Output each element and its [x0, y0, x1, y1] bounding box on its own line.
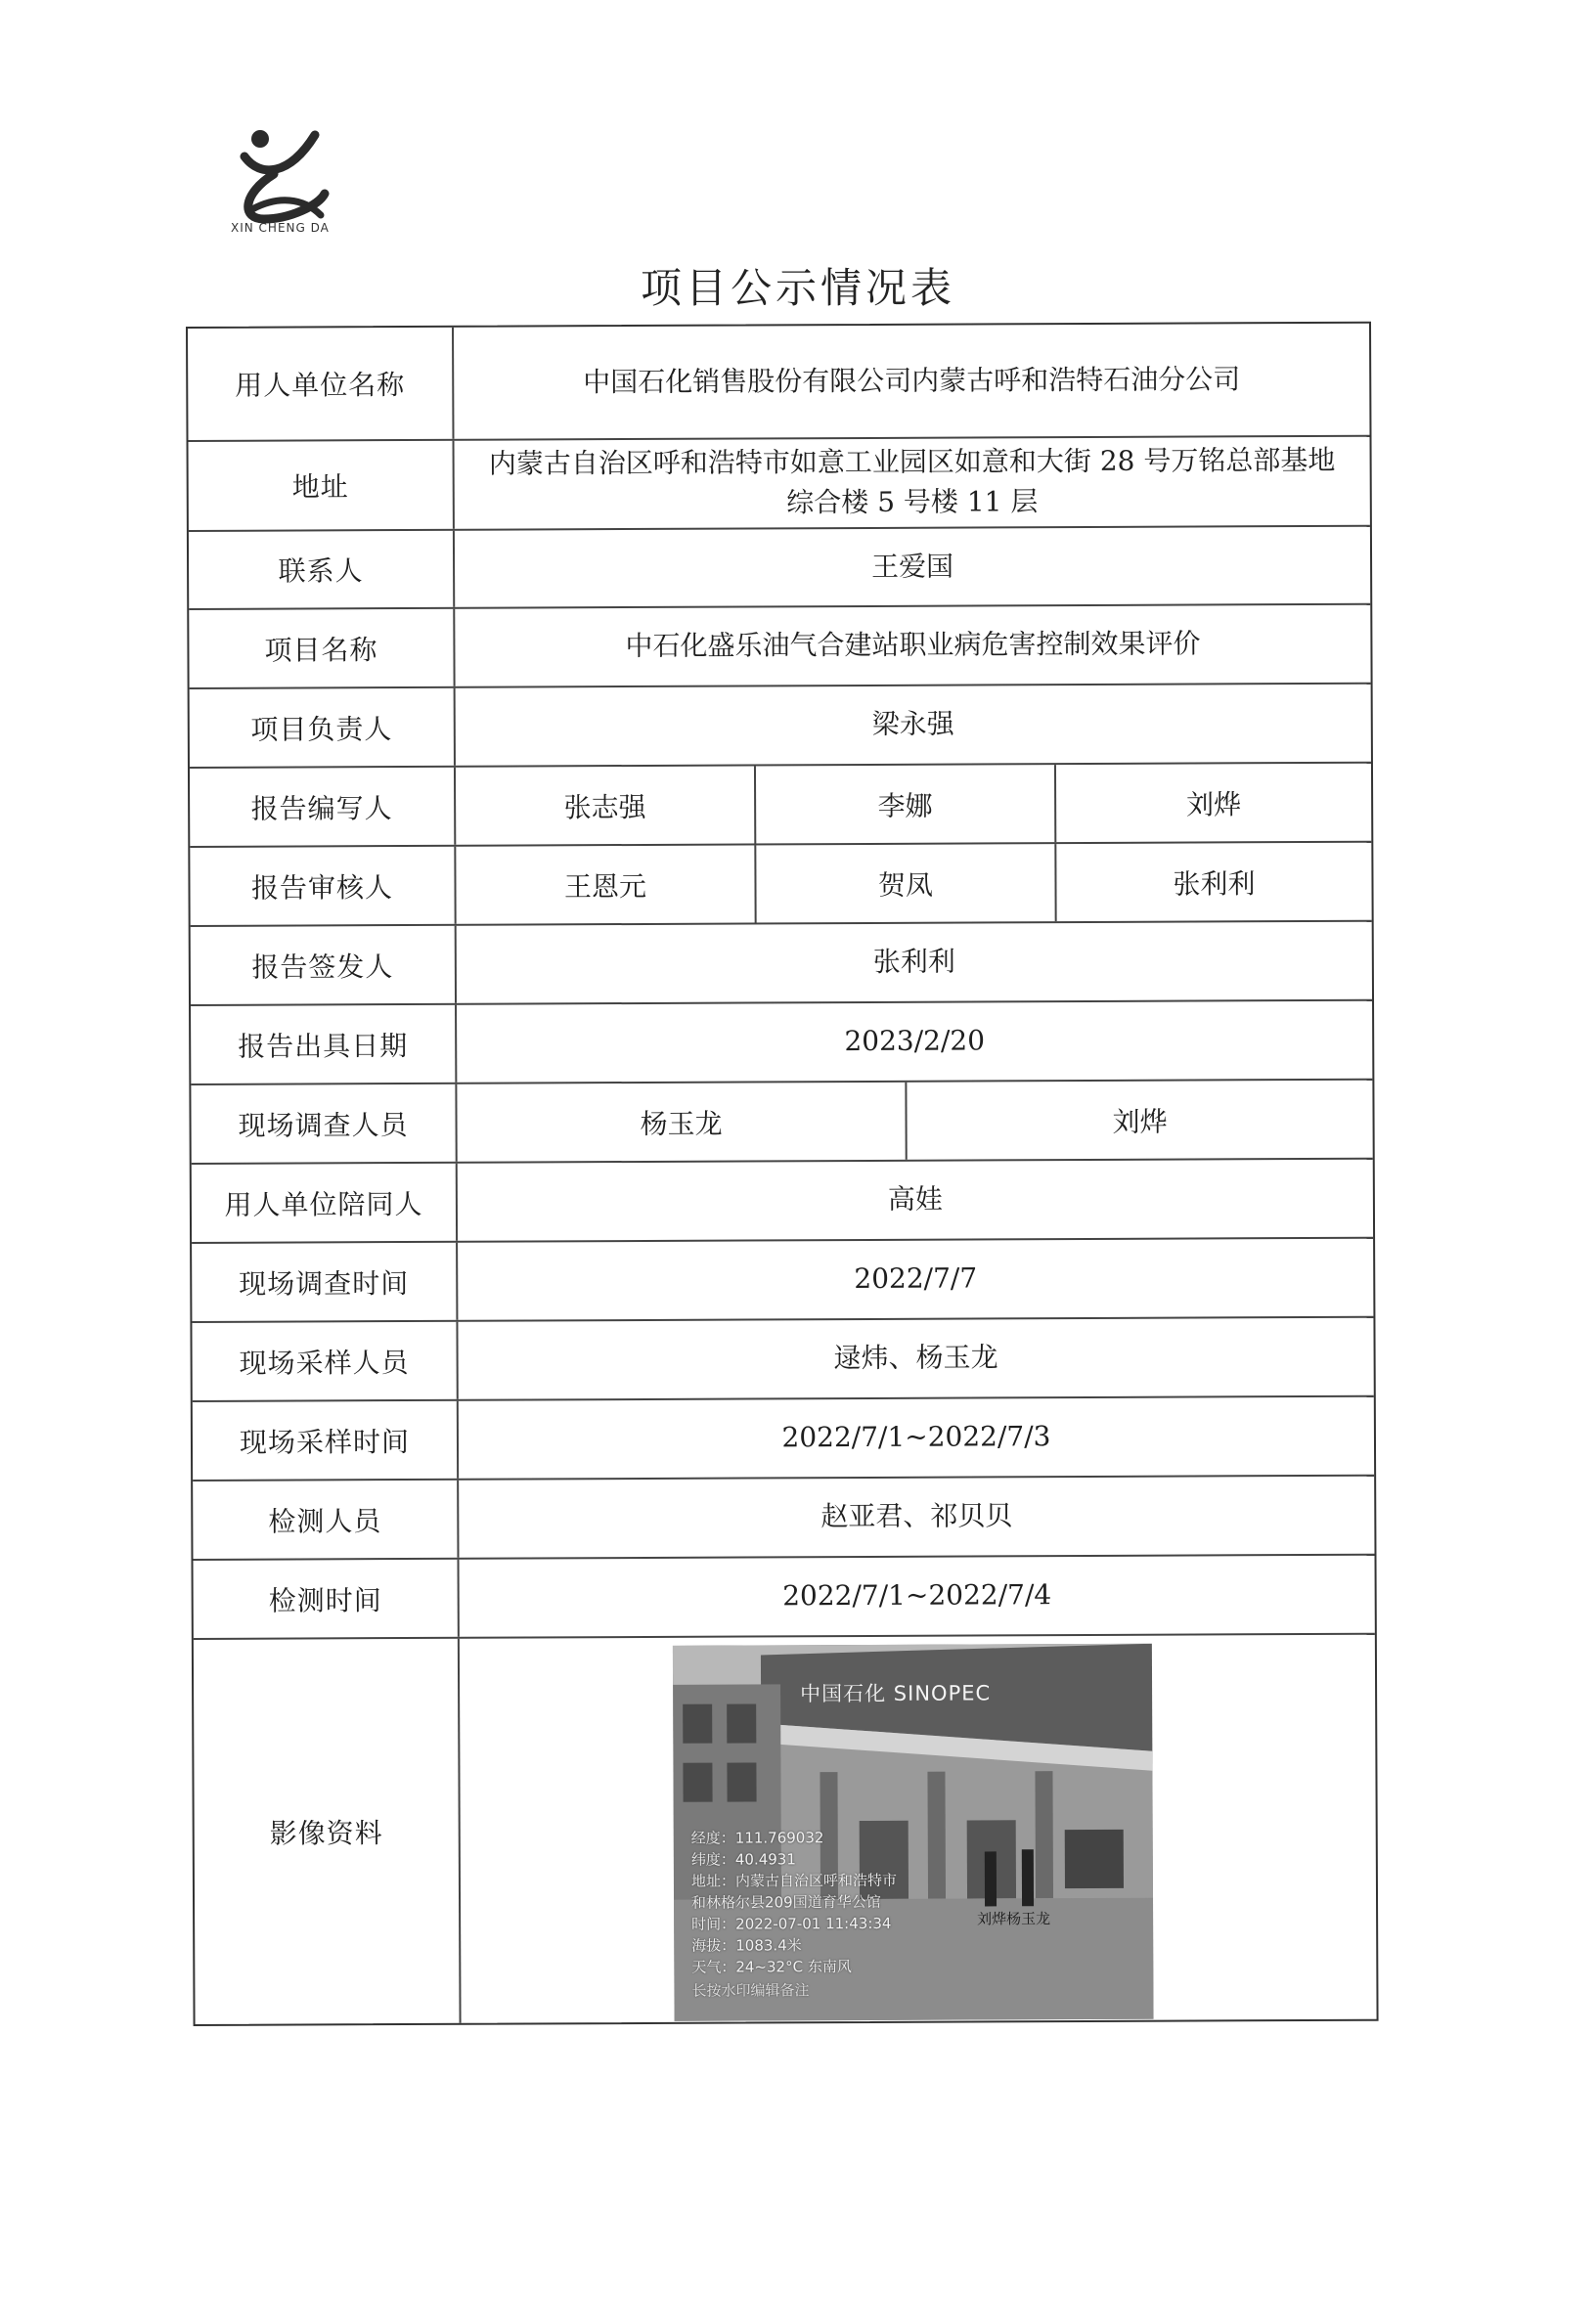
value-survey-time: 2022/7/7 [854, 1261, 978, 1296]
row-testing-staff [193, 1477, 1374, 1561]
row-address [189, 437, 1370, 532]
label-contact: 联系人 [189, 531, 455, 608]
row-project-lead [190, 685, 1371, 769]
surveyor-1: 杨玉龙 [457, 1083, 907, 1162]
photo-latitude: 纬度：40.4931 [690, 1850, 796, 1869]
row-survey-staff [191, 1081, 1372, 1165]
photo-longitude: 经度：111.769032 [690, 1829, 824, 1847]
writer-2: 李娜 [756, 765, 1056, 843]
row-report-reviewers [190, 843, 1371, 927]
value-contact: 王爱国 [870, 550, 954, 583]
sinopec-sign: 中国石化 SINOPEC [800, 1681, 992, 1706]
row-project-name [189, 605, 1370, 689]
page-title: 项目公示情况表 [640, 264, 955, 312]
value-sampling-staff: 逯炜、杨玉龙 [833, 1341, 998, 1375]
photo-weather: 天气：24~32°C 东南风 [691, 1958, 852, 1976]
row-sampling-time [193, 1397, 1374, 1482]
label-project-name: 项目名称 [189, 609, 455, 687]
row-contact [189, 527, 1370, 610]
value-report-date: 2023/2/20 [844, 1024, 986, 1058]
label-employer: 用人单位名称 [188, 328, 454, 440]
row-employer [188, 324, 1369, 442]
row-images [194, 1635, 1377, 2024]
logo-text: XIN CHENG DA [231, 221, 330, 235]
label-report-issuer: 报告签发人 [191, 926, 457, 1004]
photo-names: 刘烨杨玉龙 [977, 1910, 1051, 1928]
label-report-reviewers: 报告审核人 [190, 847, 456, 925]
label-report-writers: 报告编写人 [190, 768, 456, 846]
value-employer: 中国石化销售股份有限公司内蒙古呼和浩特石油分公司 [583, 362, 1241, 398]
label-survey-time: 现场调查时间 [192, 1243, 458, 1321]
label-project-lead: 项目负责人 [190, 688, 456, 767]
reviewer-2: 贺凤 [756, 844, 1056, 922]
row-escort [192, 1160, 1373, 1244]
label-testing-time: 检测时间 [194, 1560, 460, 1638]
reviewer-3: 张利利 [1173, 866, 1256, 901]
photo-time: 时间：2022-07-01 11:43:34 [691, 1914, 892, 1933]
row-survey-time [192, 1239, 1373, 1323]
surveyor-2: 刘烨 [1112, 1105, 1168, 1138]
photo-watermark: 长按水印编辑备注 [691, 1981, 810, 2000]
row-testing-time [194, 1556, 1375, 1640]
label-sampling-time: 现场采样时间 [193, 1401, 459, 1480]
label-address: 地址 [189, 441, 455, 530]
photo-altitude: 海拔：1083.4米 [691, 1936, 802, 1955]
row-report-date [191, 1001, 1372, 1085]
value-address: 内蒙古自治区呼和浩特市如意工业园区如意和大街 28 号万铭总部基地综合楼 5 号楼 11 层 [488, 444, 1336, 519]
row-report-writers [190, 764, 1371, 848]
row-report-issuer [191, 922, 1372, 1006]
info-table [186, 322, 1379, 2026]
writer-1: 张志强 [456, 766, 756, 844]
writer-3: 刘烨 [1186, 787, 1242, 821]
label-report-date: 报告出具日期 [191, 1005, 457, 1084]
label-sampling-staff: 现场采样人员 [192, 1322, 458, 1400]
photo-address-line1: 地址：内蒙古自治区呼和浩特市 [690, 1871, 897, 1890]
row-sampling-staff [192, 1318, 1373, 1402]
value-testing-staff: 赵亚君、祁贝贝 [820, 1499, 1013, 1533]
label-escort: 用人单位陪同人 [192, 1164, 458, 1242]
site-photo [673, 1644, 1154, 2021]
value-project-lead: 梁永强 [871, 707, 954, 741]
value-sampling-time: 2022/7/1~2022/7/3 [781, 1420, 1051, 1454]
photo-address-line2: 和林格尔县209国道育华公馆 [690, 1892, 881, 1912]
label-survey-staff: 现场调查人员 [191, 1084, 457, 1163]
value-report-issuer: 张利利 [872, 945, 955, 979]
xin-cheng-da-logo-icon [231, 117, 338, 235]
reviewer-1: 王恩元 [456, 845, 756, 923]
value-escort: 高娃 [887, 1182, 943, 1216]
value-testing-time: 2022/7/1~2022/7/4 [782, 1578, 1052, 1613]
label-testing-staff: 检测人员 [193, 1481, 459, 1559]
label-images: 影像资料 [194, 1639, 462, 2024]
value-project-name: 中石化盛乐油气合建站职业病危害控制效果评价 [625, 627, 1201, 663]
